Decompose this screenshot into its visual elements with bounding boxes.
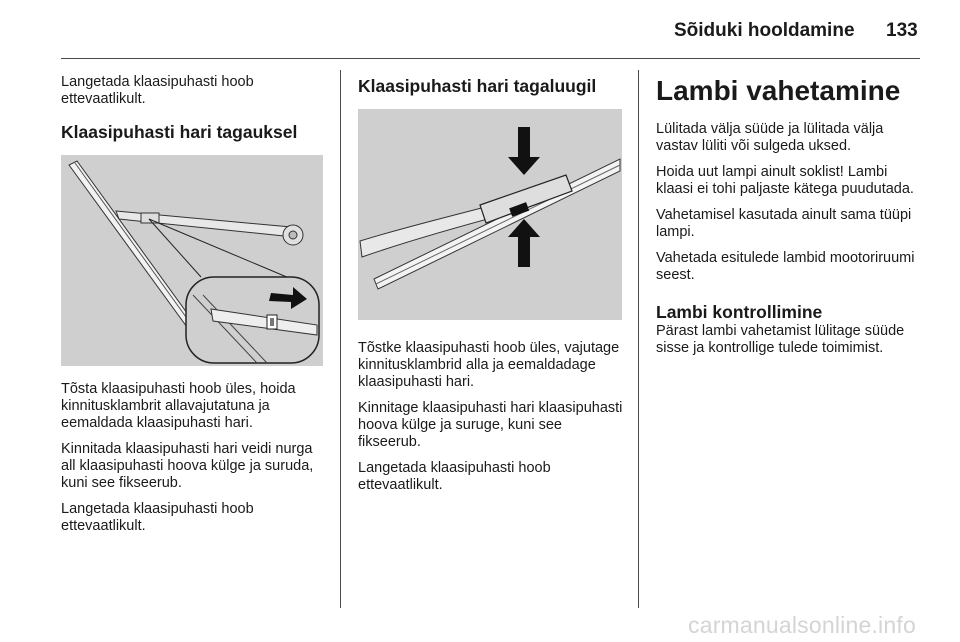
page-number: 133 bbox=[886, 20, 918, 41]
col1-paragraph-1: Tõsta klaasipuhasti hoob üles, hoida kinnitusklambrit allavajutatuna ja eemaldada klaasipuhasti hari. bbox=[61, 381, 296, 431]
col3-paragraph-5: Pärast lambi vahetamist lülitage süüde sisse ja kontrollige tulede toimimist. bbox=[656, 323, 905, 356]
col2-paragraph-3: Langetada klaasipuhasti hoob ettevaatlikult. bbox=[358, 460, 551, 493]
detail-zoom-circle bbox=[186, 277, 319, 363]
col3-heading: Lambi vahetamine bbox=[656, 75, 901, 106]
col1-paragraph-2: Kinnitada klaasipuhasti hari veidi nurga all klaasipuhasti hoova külge ja suruda, kuni see fikseerub. bbox=[61, 441, 314, 491]
col3-subheading: Lambi kontrollimine bbox=[656, 302, 823, 322]
col1-paragraph-3: Langetada klaasipuhasti hoob ettevaatlikult. bbox=[61, 501, 254, 534]
rear-door-wiper-figure bbox=[61, 155, 323, 366]
col2-paragraph-1: Tõstke klaasipuhasti hoob üles, vajutage kinnitusklambrid alla ja eemaldadage klaasipuhasti hari. bbox=[358, 340, 620, 390]
col1-heading: Klaasipuhasti hari tagauksel bbox=[61, 122, 298, 142]
col3-paragraph-4: Vahetada esitulede lambid mootoriruumi seest. bbox=[656, 250, 915, 283]
tailgate-wiper-illustration bbox=[358, 109, 622, 320]
watermark: carmanualsonline.info bbox=[688, 612, 916, 638]
col3-paragraph-2: Hoida uut lampi ainult soklist! Lambi klaasi ei tohi paljaste kätega puudutada. bbox=[656, 164, 914, 197]
column-divider-2 bbox=[638, 70, 639, 608]
col2-paragraph-2: Kinnitage klaasipuhasti hari klaasipuhasti hoova külge ja suruge, kuni see fikseerub. bbox=[358, 400, 623, 450]
col3-paragraph-1: Lülitada välja süüde ja lülitada välja vastav lüliti või sulgeda uksed. bbox=[656, 121, 884, 154]
col3-paragraph-3: Vahetamisel kasutada ainult sama tüüpi lampi. bbox=[656, 207, 912, 240]
col2-heading: Klaasipuhasti hari tagaluugil bbox=[358, 76, 597, 96]
column-2 bbox=[358, 74, 624, 503]
column-1 bbox=[61, 74, 329, 544]
up-arrow-icon bbox=[508, 219, 540, 267]
column-3 bbox=[656, 74, 924, 366]
column-divider-1 bbox=[340, 70, 341, 608]
tailgate-wiper-figure bbox=[358, 109, 622, 320]
page-header-title: Sõiduki hooldamine bbox=[674, 20, 855, 41]
down-arrow-icon bbox=[508, 127, 540, 175]
col1-intro-text: Langetada klaasipuhasti hoob ettevaatlikult. bbox=[61, 74, 254, 107]
header-rule bbox=[61, 58, 920, 59]
rear-door-wiper-illustration bbox=[61, 155, 323, 366]
